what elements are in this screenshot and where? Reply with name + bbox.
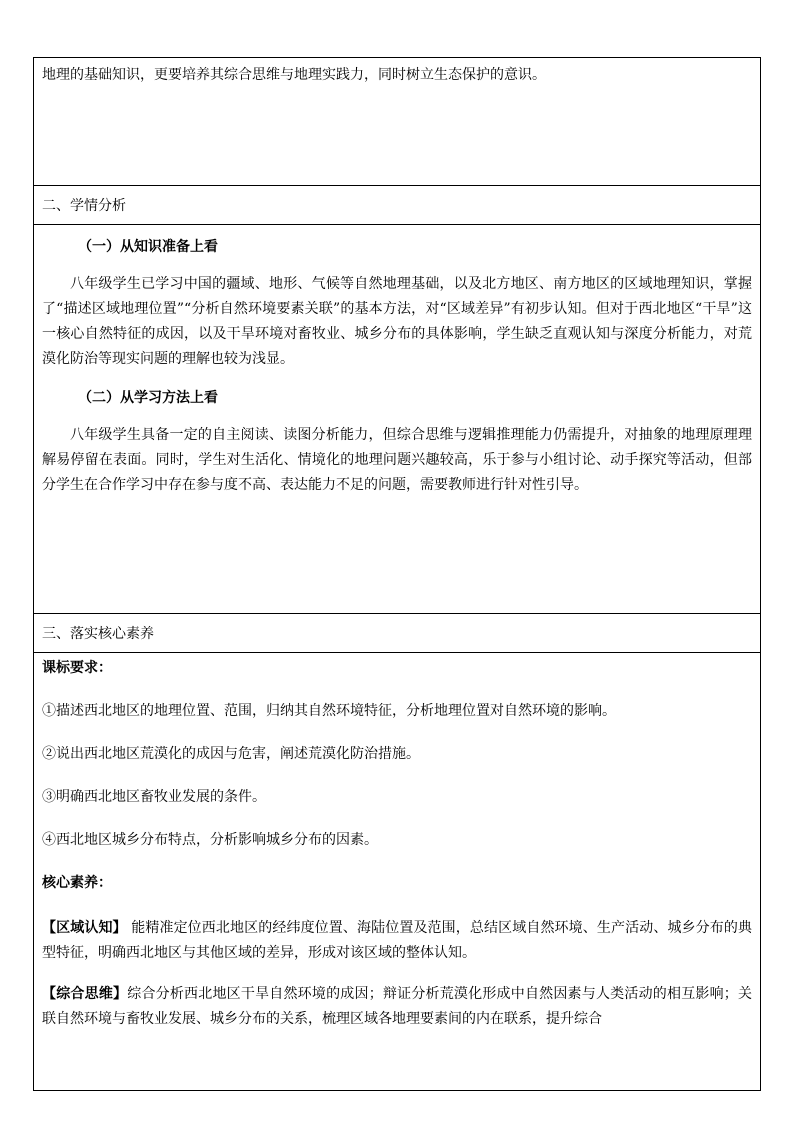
method-subheading: （二）从学习方法上看: [78, 390, 218, 406]
section3-title: 三、落实核心素养: [42, 626, 154, 642]
section2-header-cell: [34, 186, 760, 225]
knowledge-paragraph: 八年级学生已学习中国的疆域、地形、气候等自然地理基础，以及北方地区、南方地区的区域地理知识，掌握了“描述区域地理位置”“分析自然环境要素关联”的基本方法，对“区域差异”有初步认知。但对于西北地区“干旱”这一核心自然特征的成因，以及干旱环境对畜牧业、城乡分布的具体影响，学生缺乏直观认知与深度分析能力，对荒漠化防治等现实问题的理解也较为浅显。: [42, 276, 752, 367]
knowledge-subheading: （一）从知识准备上看: [78, 239, 218, 255]
method-paragraph: 八年级学生具备一定的自主阅读、读图分析能力，但综合思维与逻辑推理能力仍需提升，对抽象的地理原理理解易停留在表面。同时，学生对生活化、情境化的地理问题兴趣较高，乐于参与小组讨论、动手探究等活动，但部分学生在合作学习中存在参与度不高、表达能力不足的问题，需要教师进行针对性引导。: [42, 427, 752, 493]
section3-header-cell: [34, 614, 760, 653]
standard-item: ①描述西北地区的地理位置、范围，归纳其自然环境特征，分析地理位置对自然环境的影响。: [42, 703, 616, 719]
section2-body-cell: [34, 237, 760, 614]
literacy-tag: 【综合思维】: [42, 986, 128, 1002]
core-literacy-label: 核心素养：: [42, 875, 112, 891]
lesson-plan-table: [33, 57, 761, 1091]
literacy-text: 能精准定位西北地区的经纬度位置、海陆位置及范围，总结区域自然环境、生产活动、城乡分布的典型特征，明确西北地区与其他区域的差异，形成对该区域的整体认知。: [42, 920, 753, 961]
intro-text: 地理的基础知识，更要培养其综合思维与地理实践力，同时树立生态保护的意识。: [42, 67, 546, 83]
literacy-integrated-thinking: [42, 982, 752, 1032]
section2-title: 二、学情分析: [42, 198, 126, 214]
standard-item: ④西北地区城乡分布特点，分析影响城乡分布的因素。: [42, 832, 378, 848]
literacy-regional-cognition: [42, 916, 752, 966]
section3-body-cell: [34, 653, 760, 1090]
intro-cell: [34, 58, 760, 186]
standard-item: ③明确西北地区畜牧业发展的条件。: [42, 789, 266, 805]
literacy-text: 综合分析西北地区干旱自然环境的成因；辩证分析荒漠化形成中自然因素与人类活动的相互影响；关联自然环境与畜牧业发展、城乡分布的关系，梳理区域各地理要素间的内在联系，提升综合: [42, 986, 753, 1027]
standard-item: ②说出西北地区荒漠化的成因与危害，阐述荒漠化防治措施。: [42, 746, 420, 762]
literacy-tag: 【区域认知】: [42, 920, 127, 936]
standards-label: 课标要求：: [42, 660, 112, 676]
